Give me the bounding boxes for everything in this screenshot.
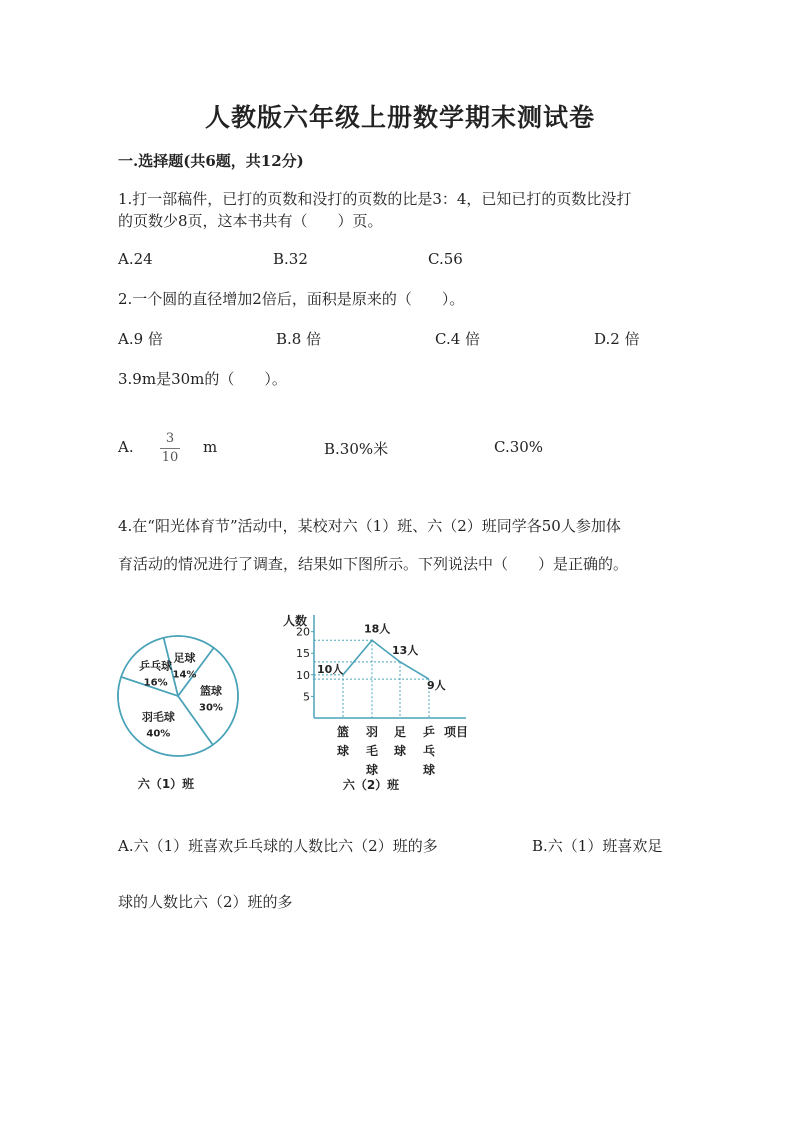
line-xlabel: 项目 <box>444 725 469 739</box>
category-label-char: 篮 <box>336 725 350 739</box>
q3-option-a-unit: m <box>203 438 218 456</box>
category-label-char: 球 <box>336 744 350 758</box>
line-ylabel: 人数 <box>283 614 308 628</box>
y-tick-label: 20 <box>296 625 310 639</box>
point-label: 13人 <box>392 643 419 657</box>
pie-slice-label: 羽毛球 <box>141 710 175 724</box>
page-title: 人教版六年级上册数学期末测试卷 <box>204 103 595 132</box>
q4-option-b-line1: B.六（1）班喜欢足 <box>532 837 663 855</box>
y-tick-label: 5 <box>303 690 310 704</box>
category-label-char: 乒 <box>422 725 436 739</box>
q1-option-c: C.56 <box>428 250 463 268</box>
category-label-char: 球 <box>422 763 436 777</box>
q2-option-c: C.4 倍 <box>435 330 481 348</box>
q4-line1: 4.在“阳光体育节”活动中，某校对六（1）班、六（2）班同学各50人参加体 <box>118 517 621 535</box>
fraction-numerator: 3 <box>165 431 175 446</box>
q3-text: 3.9m是30m的（ ）。 <box>118 370 287 388</box>
pie-slice-label: 乒乓球 <box>139 659 173 673</box>
q1-option-b: B.32 <box>273 250 308 268</box>
pie-slice-label: 篮球 <box>199 684 222 698</box>
section-heading: 一.选择题(共6题，共12分) <box>118 152 304 170</box>
line-chart <box>268 605 483 800</box>
q2-option-b: B.8 倍 <box>276 330 322 348</box>
category-label-char: 乓 <box>422 744 436 758</box>
q1-option-a: A.24 <box>118 250 153 268</box>
q1-line1: 1.打一部稿件，已打的页数和没打的页数的比是3：4，已知已打的页数比没打 <box>118 190 632 208</box>
category-label-char: 足 <box>393 725 407 739</box>
point-label: 18人 <box>364 622 391 636</box>
q3-option-a-fraction <box>160 431 180 466</box>
y-tick-label: 10 <box>296 668 310 682</box>
pie-slice-label: 足球 <box>173 651 196 665</box>
q1-line2: 的页数少8页，这本书共有（ ）页。 <box>118 212 383 230</box>
q4-option-b-line2: 球的人数比六（2）班的多 <box>118 893 293 911</box>
category-label-char: 羽 <box>365 725 379 739</box>
q2-option-d: D.2 倍 <box>594 330 640 348</box>
fraction-denominator: 10 <box>161 450 179 465</box>
category-label-char: 球 <box>365 763 379 777</box>
pie-chart <box>112 630 252 800</box>
fraction-bar <box>160 448 180 449</box>
pie-slice-value: 40% <box>146 728 171 740</box>
q2-option-a: A.9 倍 <box>118 330 163 348</box>
y-tick-label: 15 <box>296 647 310 661</box>
pie-slice-value: 30% <box>199 702 223 714</box>
pie-caption: 六（1）班 <box>137 777 195 791</box>
q3-option-c: C.30% <box>494 438 544 456</box>
q2-text: 2.一个圆的直径增加2倍后，面积是原来的（ ）。 <box>118 290 465 308</box>
category-label-char: 球 <box>393 744 407 758</box>
q4-line2: 育活动的情况进行了调查，结果如下图所示。下列说法中（ ）是正确的。 <box>118 555 629 573</box>
q3-option-b: B.30%米 <box>324 440 389 458</box>
q4-option-a: A.六（1）班喜欢乒乓球的人数比六（2）班的多 <box>118 837 438 855</box>
pie-slice-value: 16% <box>143 677 168 689</box>
q3-option-a-label: A. <box>118 438 134 456</box>
point-label: 9人 <box>427 679 446 693</box>
line-caption: 六（2）班 <box>342 778 400 792</box>
pie-slice-value: 14% <box>172 669 197 681</box>
point-label: 10人 <box>317 662 344 676</box>
category-label-char: 毛 <box>365 744 379 758</box>
